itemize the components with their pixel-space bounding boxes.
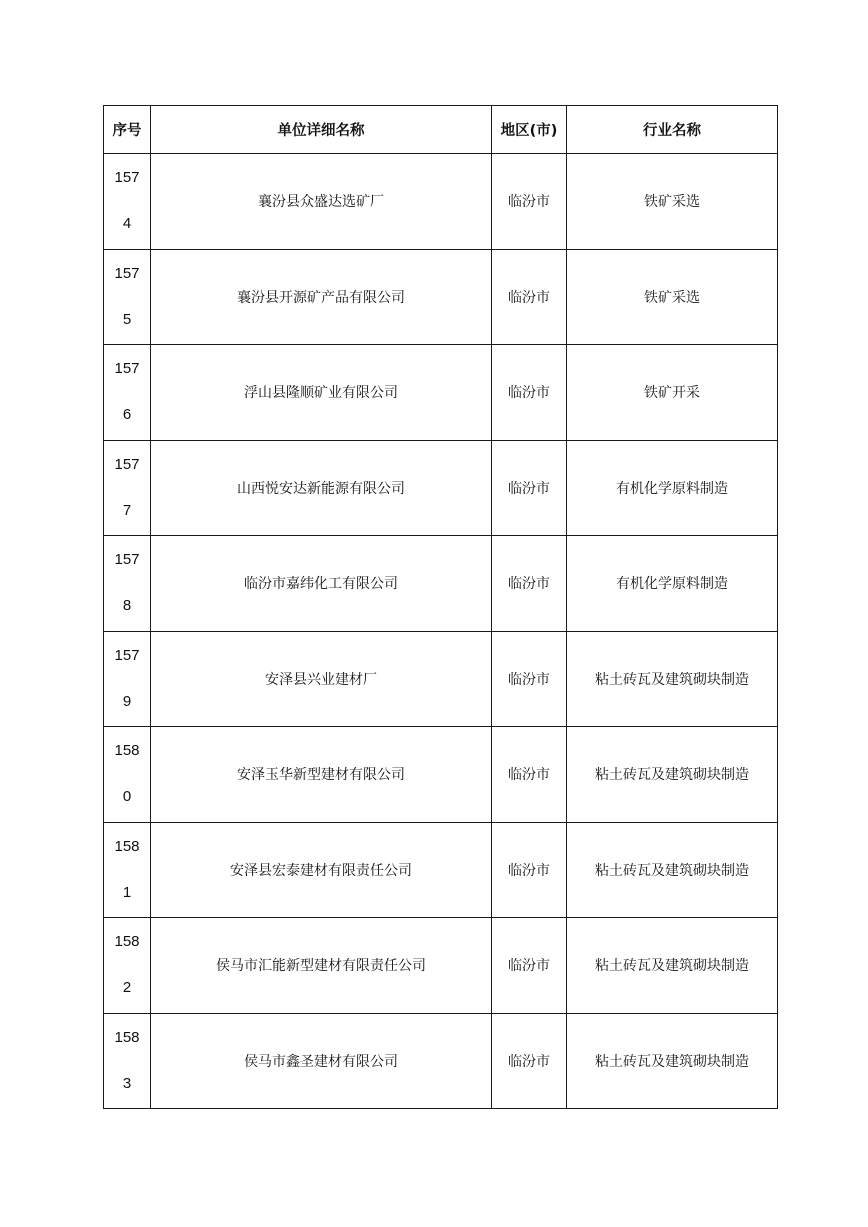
cell-industry: 粘土砖瓦及建筑砌块制造 xyxy=(567,822,778,918)
cell-industry: 铁矿采选 xyxy=(567,249,778,345)
cell-region: 临汾市 xyxy=(492,249,567,345)
table-header-row xyxy=(104,106,778,154)
cell-region: 临汾市 xyxy=(492,822,567,918)
cell-industry: 有机化学原料制造 xyxy=(567,440,778,536)
cell-name: 侯马市汇能新型建材有限责任公司 xyxy=(151,918,492,1014)
table-row xyxy=(104,345,778,441)
seq-number: 1574 xyxy=(114,169,140,233)
cell-region: 临汾市 xyxy=(492,440,567,536)
cell-name: 安泽县宏泰建材有限责任公司 xyxy=(151,822,492,918)
seq-number: 1577 xyxy=(114,455,140,519)
cell-region: 临汾市 xyxy=(492,1013,567,1109)
seq-number: 1581 xyxy=(114,837,140,901)
cell-region: 临汾市 xyxy=(492,345,567,441)
cell-name: 侯马市鑫圣建材有限公司 xyxy=(151,1013,492,1109)
cell-seq xyxy=(104,345,151,441)
cell-name: 山西悦安达新能源有限公司 xyxy=(151,440,492,536)
cell-industry: 有机化学原料制造 xyxy=(567,536,778,632)
cell-region: 临汾市 xyxy=(492,727,567,823)
cell-region: 临汾市 xyxy=(492,631,567,727)
seq-number: 1576 xyxy=(114,360,140,424)
cell-seq xyxy=(104,440,151,536)
table-row xyxy=(104,918,778,1014)
table-row xyxy=(104,631,778,727)
header-name: 单位详细名称 xyxy=(151,106,492,154)
cell-seq xyxy=(104,1013,151,1109)
cell-region: 临汾市 xyxy=(492,154,567,250)
header-region: 地区(市) xyxy=(492,106,567,154)
cell-name: 安泽玉华新型建材有限公司 xyxy=(151,727,492,823)
cell-seq xyxy=(104,536,151,632)
enterprise-table xyxy=(103,105,778,1109)
table-row xyxy=(104,440,778,536)
cell-seq xyxy=(104,249,151,345)
cell-industry: 粘土砖瓦及建筑砌块制造 xyxy=(567,727,778,823)
cell-name: 浮山县隆顺矿业有限公司 xyxy=(151,345,492,441)
header-industry: 行业名称 xyxy=(567,106,778,154)
seq-number: 1582 xyxy=(114,933,140,997)
seq-number: 1580 xyxy=(114,742,140,806)
cell-industry: 粘土砖瓦及建筑砌块制造 xyxy=(567,918,778,1014)
cell-name: 临汾市嘉纬化工有限公司 xyxy=(151,536,492,632)
seq-number: 1583 xyxy=(114,1028,140,1092)
cell-industry: 铁矿采选 xyxy=(567,154,778,250)
cell-industry: 铁矿开采 xyxy=(567,345,778,441)
cell-seq xyxy=(104,727,151,823)
header-seq: 序号 xyxy=(104,106,151,154)
table-row xyxy=(104,249,778,345)
table-row xyxy=(104,1013,778,1109)
cell-industry: 粘土砖瓦及建筑砌块制造 xyxy=(567,1013,778,1109)
cell-name: 襄汾县开源矿产品有限公司 xyxy=(151,249,492,345)
cell-name: 襄汾县众盛达选矿厂 xyxy=(151,154,492,250)
cell-region: 临汾市 xyxy=(492,918,567,1014)
cell-seq xyxy=(104,822,151,918)
seq-number: 1578 xyxy=(114,551,140,615)
seq-number: 1579 xyxy=(114,646,140,710)
cell-industry: 粘土砖瓦及建筑砌块制造 xyxy=(567,631,778,727)
cell-region: 临汾市 xyxy=(492,536,567,632)
cell-seq xyxy=(104,154,151,250)
cell-seq xyxy=(104,631,151,727)
cell-name: 安泽县兴业建材厂 xyxy=(151,631,492,727)
seq-number: 1575 xyxy=(114,264,140,328)
table-row xyxy=(104,822,778,918)
table-row xyxy=(104,536,778,632)
table-row xyxy=(104,727,778,823)
table-row xyxy=(104,154,778,250)
cell-seq xyxy=(104,918,151,1014)
